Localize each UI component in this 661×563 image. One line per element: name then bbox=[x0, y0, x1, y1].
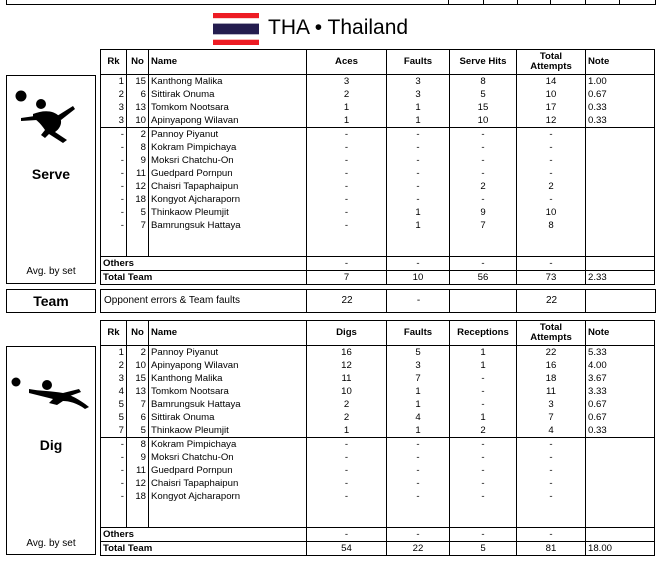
dig-label: Dig bbox=[39, 437, 63, 453]
cell-c1: - bbox=[307, 141, 387, 154]
total-c1: 7 bbox=[307, 271, 387, 285]
cell-note bbox=[586, 180, 655, 193]
col-aces: Aces bbox=[307, 50, 387, 75]
team-note bbox=[585, 290, 655, 312]
table-row bbox=[101, 75, 655, 89]
cell-rk: - bbox=[101, 464, 127, 477]
cell-c2: 3 bbox=[387, 88, 450, 101]
cell-c1: - bbox=[307, 180, 387, 193]
cell-rk: 3 bbox=[101, 101, 127, 114]
col-faults: Faults bbox=[387, 321, 450, 346]
cell-c4: 22 bbox=[517, 346, 586, 360]
cell-c2: 3 bbox=[387, 359, 450, 372]
cell-c1: - bbox=[307, 490, 387, 503]
cell-note: 0.33 bbox=[586, 424, 655, 438]
cell-c2: 5 bbox=[387, 346, 450, 360]
cell-name: Bamrungsuk Hattaya bbox=[149, 219, 307, 232]
cell-name: Kokram Pimpichaya bbox=[149, 438, 307, 452]
others-note bbox=[586, 257, 655, 271]
table-row bbox=[101, 464, 655, 477]
table-row bbox=[101, 167, 655, 180]
cell-c2: 3 bbox=[387, 75, 450, 89]
cell-no: 2 bbox=[127, 128, 149, 142]
cell-c4: - bbox=[517, 154, 586, 167]
cell-c3: - bbox=[450, 398, 517, 411]
cell-c2: 1 bbox=[387, 385, 450, 398]
serve-label: Serve bbox=[31, 166, 71, 182]
cell-no: 8 bbox=[127, 141, 149, 154]
others-c4: - bbox=[517, 528, 586, 542]
cell-c1: - bbox=[307, 219, 387, 232]
cell-c1: 1 bbox=[307, 114, 387, 128]
cell-c4: - bbox=[517, 464, 586, 477]
serve-avg-label: Avg. by set bbox=[26, 266, 76, 277]
table-row bbox=[101, 372, 655, 385]
team-c4: 22 bbox=[516, 290, 586, 312]
cell-c4: 14 bbox=[517, 75, 586, 89]
cell-c3: - bbox=[450, 438, 517, 452]
cell-c3: - bbox=[450, 451, 517, 464]
cell-c2: - bbox=[387, 490, 450, 503]
others-c3: - bbox=[450, 528, 517, 542]
cell-c1: 11 bbox=[307, 372, 387, 385]
others-c1: - bbox=[307, 528, 387, 542]
cell-name: Bamrungsuk Hattaya bbox=[149, 398, 307, 411]
dig-side-panel bbox=[6, 346, 96, 555]
filler-row bbox=[101, 232, 655, 257]
cell-c4: - bbox=[517, 477, 586, 490]
cell-rk: 5 bbox=[101, 398, 127, 411]
cell-note bbox=[586, 206, 655, 219]
cell-name: Kanthong Malika bbox=[149, 75, 307, 89]
serve-side-panel bbox=[6, 75, 96, 284]
cell-c4: 16 bbox=[517, 359, 586, 372]
cell-name: Guedpard Pornpun bbox=[149, 167, 307, 180]
cell-name: Moksri Chatchu-On bbox=[149, 451, 307, 464]
cell-c4: 10 bbox=[517, 206, 586, 219]
cell-no: 7 bbox=[127, 398, 149, 411]
cell-c2: - bbox=[387, 477, 450, 490]
total-row bbox=[101, 542, 655, 556]
col-no: No bbox=[127, 50, 149, 75]
cell-note bbox=[586, 141, 655, 154]
cell-name: Chaisri Tapaphaipun bbox=[149, 180, 307, 193]
cell-c3: 8 bbox=[450, 75, 517, 89]
cell-c3: - bbox=[450, 372, 517, 385]
cell-rk: 3 bbox=[101, 372, 127, 385]
cell-c3: 7 bbox=[450, 219, 517, 232]
cell-no: 11 bbox=[127, 464, 149, 477]
table-row bbox=[101, 490, 655, 503]
cell-rk: - bbox=[101, 154, 127, 167]
cell-c2: 1 bbox=[387, 101, 450, 114]
total-c4: 73 bbox=[517, 271, 586, 285]
cell-c3: - bbox=[450, 167, 517, 180]
cell-rk: 1 bbox=[101, 75, 127, 89]
cell-c1: 12 bbox=[307, 359, 387, 372]
cell-note bbox=[586, 167, 655, 180]
cell-c4: - bbox=[517, 167, 586, 180]
cell-note bbox=[586, 490, 655, 503]
cell-note bbox=[586, 438, 655, 452]
cell-c1: 2 bbox=[307, 398, 387, 411]
cell-c2: - bbox=[387, 464, 450, 477]
cell-c4: 2 bbox=[517, 180, 586, 193]
others-c1: - bbox=[307, 257, 387, 271]
col-name: Name bbox=[149, 321, 307, 346]
cell-name: Thinkaow Pleumjit bbox=[149, 424, 307, 438]
table-row bbox=[101, 219, 655, 232]
team-label: Team bbox=[6, 289, 96, 313]
cell-name: Thinkaow Pleumjit bbox=[149, 206, 307, 219]
cell-no: 18 bbox=[127, 490, 149, 503]
cell-rk: - bbox=[101, 490, 127, 503]
col-faults: Faults bbox=[387, 50, 450, 75]
cell-no: 2 bbox=[127, 346, 149, 360]
table-row bbox=[101, 398, 655, 411]
cell-no: 10 bbox=[127, 114, 149, 128]
cell-c3: 1 bbox=[450, 359, 517, 372]
dig-table bbox=[100, 320, 655, 556]
cell-no: 9 bbox=[127, 154, 149, 167]
cell-c3: 5 bbox=[450, 88, 517, 101]
cell-rk: 2 bbox=[101, 88, 127, 101]
table-row bbox=[101, 359, 655, 372]
cell-no: 10 bbox=[127, 359, 149, 372]
col-total-attempts: Total Attempts bbox=[517, 50, 586, 75]
cell-c2: - bbox=[387, 141, 450, 154]
cell-note: 5.33 bbox=[586, 346, 655, 360]
cell-no: 18 bbox=[127, 193, 149, 206]
cell-c1: - bbox=[307, 167, 387, 180]
table-row bbox=[101, 128, 655, 142]
cell-note bbox=[586, 128, 655, 142]
cell-name: Guedpard Pornpun bbox=[149, 464, 307, 477]
cell-c2: 1 bbox=[387, 206, 450, 219]
table-row bbox=[101, 114, 655, 128]
cell-no: 15 bbox=[127, 75, 149, 89]
col-rk: Rk bbox=[101, 50, 127, 75]
total-note: 2.33 bbox=[586, 271, 655, 285]
total-note: 18.00 bbox=[586, 542, 655, 556]
cell-note: 0.67 bbox=[586, 398, 655, 411]
table-row bbox=[101, 451, 655, 464]
cell-c2: 1 bbox=[387, 398, 450, 411]
cell-rk: - bbox=[101, 438, 127, 452]
col-name: Name bbox=[149, 50, 307, 75]
cell-no: 5 bbox=[127, 206, 149, 219]
cell-rk: - bbox=[101, 193, 127, 206]
cell-rk: - bbox=[101, 451, 127, 464]
cell-rk: 7 bbox=[101, 424, 127, 438]
cell-c3: - bbox=[450, 477, 517, 490]
others-c3: - bbox=[450, 257, 517, 271]
cell-c3: - bbox=[450, 154, 517, 167]
cell-c2: - bbox=[387, 193, 450, 206]
cell-c4: 10 bbox=[517, 88, 586, 101]
col-rk: Rk bbox=[101, 321, 127, 346]
cell-note bbox=[586, 451, 655, 464]
cell-c2: - bbox=[387, 438, 450, 452]
cell-c4: 18 bbox=[517, 372, 586, 385]
cell-c4: - bbox=[517, 193, 586, 206]
team-c2: - bbox=[386, 290, 450, 312]
cell-note: 0.67 bbox=[586, 88, 655, 101]
cell-c1: - bbox=[307, 154, 387, 167]
table-row bbox=[101, 411, 655, 424]
cell-c4: 8 bbox=[517, 219, 586, 232]
cell-c4: - bbox=[517, 141, 586, 154]
serve-header-row bbox=[101, 50, 655, 75]
cell-note: 0.33 bbox=[586, 101, 655, 114]
cell-rk: - bbox=[101, 167, 127, 180]
cell-c3: 10 bbox=[450, 114, 517, 128]
cell-c2: 7 bbox=[387, 372, 450, 385]
volleyball-serve-icon bbox=[11, 88, 81, 144]
col-note: Note bbox=[586, 321, 655, 346]
cell-rk: - bbox=[101, 180, 127, 193]
cell-c1: 1 bbox=[307, 101, 387, 114]
cell-c2: - bbox=[387, 451, 450, 464]
cell-no: 13 bbox=[127, 385, 149, 398]
cell-c3: - bbox=[450, 141, 517, 154]
cell-rk: 3 bbox=[101, 114, 127, 128]
cell-name: Kongyot Ajcharaporn bbox=[149, 490, 307, 503]
cell-name: Moksri Chatchu-On bbox=[149, 154, 307, 167]
cell-c2: - bbox=[387, 167, 450, 180]
previous-table-fragment bbox=[6, 0, 656, 5]
cell-c1: 2 bbox=[307, 411, 387, 424]
table-row bbox=[101, 346, 655, 360]
team-desc: Opponent errors & Team faults bbox=[104, 295, 240, 306]
total-label: Total Team bbox=[101, 542, 307, 556]
cell-c4: 7 bbox=[517, 411, 586, 424]
cell-c4: 4 bbox=[517, 424, 586, 438]
cell-name: Sittirak Onuma bbox=[149, 411, 307, 424]
total-row bbox=[101, 271, 655, 285]
col-note: Note bbox=[586, 50, 655, 75]
cell-no: 6 bbox=[127, 411, 149, 424]
total-c3: 5 bbox=[450, 542, 517, 556]
cell-c1: - bbox=[307, 193, 387, 206]
table-row bbox=[101, 424, 655, 438]
cell-c3: 1 bbox=[450, 346, 517, 360]
cell-rk: - bbox=[101, 219, 127, 232]
cell-c4: - bbox=[517, 438, 586, 452]
cell-c4: - bbox=[517, 451, 586, 464]
cell-c1: - bbox=[307, 206, 387, 219]
cell-note bbox=[586, 154, 655, 167]
cell-no: 6 bbox=[127, 88, 149, 101]
cell-c1: - bbox=[307, 438, 387, 452]
total-label: Total Team bbox=[101, 271, 307, 285]
others-row bbox=[101, 528, 655, 542]
col-receptions: Receptions bbox=[450, 321, 517, 346]
cell-c4: 3 bbox=[517, 398, 586, 411]
cell-c4: 11 bbox=[517, 385, 586, 398]
cell-note bbox=[586, 464, 655, 477]
cell-c2: - bbox=[387, 154, 450, 167]
cell-rk: - bbox=[101, 206, 127, 219]
cell-c1: 3 bbox=[307, 75, 387, 89]
col-digs: Digs bbox=[307, 321, 387, 346]
cell-c1: 2 bbox=[307, 88, 387, 101]
cell-c1: 1 bbox=[307, 424, 387, 438]
cell-no: 9 bbox=[127, 451, 149, 464]
table-row bbox=[101, 477, 655, 490]
cell-rk: - bbox=[101, 128, 127, 142]
dig-avg-label: Avg. by set bbox=[26, 538, 76, 549]
cell-c1: - bbox=[307, 128, 387, 142]
cell-c1: - bbox=[307, 464, 387, 477]
cell-c2: - bbox=[387, 180, 450, 193]
cell-name: Pannoy Piyanut bbox=[149, 128, 307, 142]
cell-name: Apinyapong Wilavan bbox=[149, 359, 307, 372]
cell-c3: 15 bbox=[450, 101, 517, 114]
others-c2: - bbox=[387, 528, 450, 542]
cell-rk: - bbox=[101, 141, 127, 154]
cell-c3: 2 bbox=[450, 180, 517, 193]
cell-c3: 1 bbox=[450, 411, 517, 424]
cell-rk: 5 bbox=[101, 411, 127, 424]
cell-note: 1.00 bbox=[586, 75, 655, 89]
cell-c1: 10 bbox=[307, 385, 387, 398]
cell-c3: 2 bbox=[450, 424, 517, 438]
cell-c2: - bbox=[387, 128, 450, 142]
col-no: No bbox=[127, 321, 149, 346]
cell-c3: - bbox=[450, 385, 517, 398]
cell-c3: - bbox=[450, 464, 517, 477]
table-row bbox=[101, 385, 655, 398]
cell-no: 5 bbox=[127, 424, 149, 438]
table-row bbox=[101, 154, 655, 167]
cell-c4: - bbox=[517, 490, 586, 503]
cell-rk: 2 bbox=[101, 359, 127, 372]
cell-name: Sittirak Onuma bbox=[149, 88, 307, 101]
table-row bbox=[101, 180, 655, 193]
cell-name: Kokram Pimpichaya bbox=[149, 141, 307, 154]
cell-note: 3.33 bbox=[586, 385, 655, 398]
others-c2: - bbox=[387, 257, 450, 271]
cell-c3: 9 bbox=[450, 206, 517, 219]
thailand-flag-icon bbox=[213, 13, 259, 45]
cell-c3: - bbox=[450, 128, 517, 142]
team-c3 bbox=[449, 290, 517, 312]
cell-no: 12 bbox=[127, 477, 149, 490]
cell-c4: 17 bbox=[517, 101, 586, 114]
table-row bbox=[101, 88, 655, 101]
team-c1: 22 bbox=[306, 290, 387, 312]
table-row bbox=[101, 141, 655, 154]
cell-no: 15 bbox=[127, 372, 149, 385]
others-note bbox=[586, 528, 655, 542]
cell-rk: 4 bbox=[101, 385, 127, 398]
cell-rk: 1 bbox=[101, 346, 127, 360]
cell-name: Kongyot Ajcharaporn bbox=[149, 193, 307, 206]
col-total-attempts: Total Attempts bbox=[517, 321, 586, 346]
cell-c4: 12 bbox=[517, 114, 586, 128]
cell-no: 8 bbox=[127, 438, 149, 452]
cell-note bbox=[586, 219, 655, 232]
cell-name: Pannoy Piyanut bbox=[149, 346, 307, 360]
serve-table bbox=[100, 49, 655, 285]
cell-c3: - bbox=[450, 490, 517, 503]
cell-note: 0.33 bbox=[586, 114, 655, 128]
cell-note: 4.00 bbox=[586, 359, 655, 372]
cell-no: 11 bbox=[127, 167, 149, 180]
cell-c4: - bbox=[517, 128, 586, 142]
cell-c2: 4 bbox=[387, 411, 450, 424]
volleyball-dig-icon bbox=[9, 375, 93, 411]
dig-header-row bbox=[101, 321, 655, 346]
cell-c2: 1 bbox=[387, 219, 450, 232]
filler-row bbox=[101, 503, 655, 528]
table-row bbox=[101, 206, 655, 219]
col-serve-hits: Serve Hits bbox=[450, 50, 517, 75]
cell-note bbox=[586, 477, 655, 490]
cell-no: 13 bbox=[127, 101, 149, 114]
cell-name: Chaisri Tapaphaipun bbox=[149, 477, 307, 490]
cell-c1: 16 bbox=[307, 346, 387, 360]
total-c4: 81 bbox=[517, 542, 586, 556]
total-c1: 54 bbox=[307, 542, 387, 556]
total-c2: 22 bbox=[387, 542, 450, 556]
cell-name: Kanthong Malika bbox=[149, 372, 307, 385]
cell-note: 3.67 bbox=[586, 372, 655, 385]
table-row bbox=[101, 438, 655, 452]
cell-note bbox=[586, 193, 655, 206]
cell-rk: - bbox=[101, 477, 127, 490]
others-c4: - bbox=[517, 257, 586, 271]
cell-name: Apinyapong Wilavan bbox=[149, 114, 307, 128]
team-row bbox=[100, 289, 656, 313]
cell-name: Tomkom Nootsara bbox=[149, 101, 307, 114]
page-title: THA • Thailand bbox=[268, 16, 409, 39]
others-label: Others bbox=[101, 257, 307, 271]
cell-c2: 1 bbox=[387, 114, 450, 128]
cell-c1: - bbox=[307, 451, 387, 464]
cell-c2: 1 bbox=[387, 424, 450, 438]
cell-c3: - bbox=[450, 193, 517, 206]
cell-name: Tomkom Nootsara bbox=[149, 385, 307, 398]
others-row bbox=[101, 257, 655, 271]
cell-c1: - bbox=[307, 477, 387, 490]
others-label: Others bbox=[101, 528, 307, 542]
table-row bbox=[101, 193, 655, 206]
total-c3: 56 bbox=[450, 271, 517, 285]
table-row bbox=[101, 101, 655, 114]
cell-note: 0.67 bbox=[586, 411, 655, 424]
cell-no: 7 bbox=[127, 219, 149, 232]
total-c2: 10 bbox=[387, 271, 450, 285]
cell-no: 12 bbox=[127, 180, 149, 193]
